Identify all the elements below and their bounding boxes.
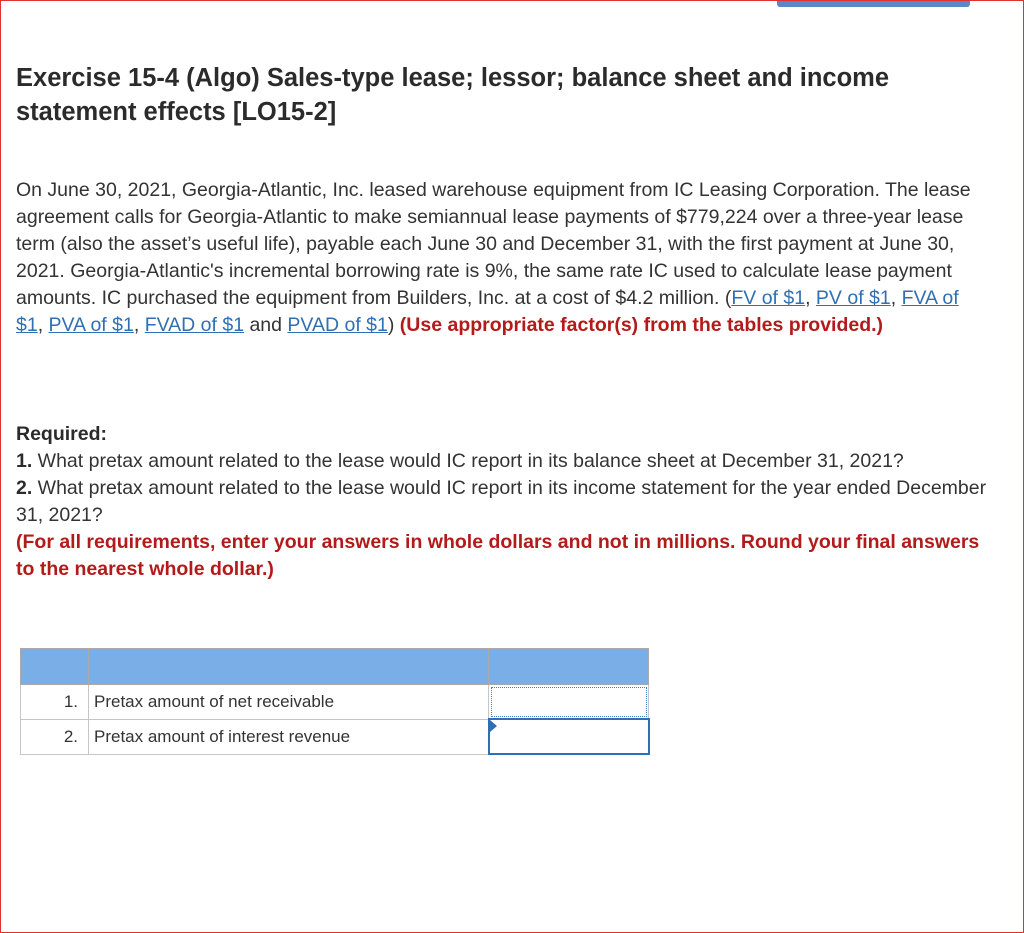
required-heading: Required: xyxy=(16,423,108,445)
requirement-text: What pretax amount related to the lease would IC report in its balance sheet at December 31, 2021? xyxy=(32,450,904,472)
header-cell xyxy=(489,649,649,685)
pvad-table-link[interactable]: PVAD of $1 xyxy=(287,314,388,336)
problem-description xyxy=(16,177,991,339)
requirement-number: 2. xyxy=(16,477,33,499)
cell-marker-icon xyxy=(490,720,497,732)
pva-table-link[interactable]: PVA of $1 xyxy=(48,314,134,336)
answer-cell[interactable] xyxy=(489,719,649,754)
net-receivable-input[interactable] xyxy=(489,685,648,718)
header-cell xyxy=(89,649,489,685)
requirement-text: What pretax amount related to the lease would IC report in its income statement for the year ended December 31, 2021? xyxy=(16,477,987,526)
fvad-table-link[interactable]: FVAD of $1 xyxy=(144,314,245,336)
table-row xyxy=(21,685,649,720)
separator: , xyxy=(805,287,816,309)
interest-revenue-input[interactable] xyxy=(490,720,648,753)
separator: , xyxy=(890,287,902,309)
answer-table xyxy=(20,648,650,755)
table-row xyxy=(21,719,649,754)
top-tab-indicator xyxy=(777,1,970,7)
exercise-title: Exercise 15-4 (Algo) Sales-type lease; lessor; balance sheet and income statement effects [LO15-2] xyxy=(16,64,890,126)
row-number: 2. xyxy=(21,719,89,754)
fv-table-link[interactable]: FV of $1 xyxy=(731,287,806,309)
factor-instruction: (Use appropriate factor(s) from the tables provided.) xyxy=(399,314,884,336)
row-label: Pretax amount of interest revenue xyxy=(89,719,489,754)
answer-cell[interactable] xyxy=(489,685,649,720)
requirement-2 xyxy=(16,475,991,529)
row-label: Pretax amount of net receivable xyxy=(89,685,489,720)
rounding-instruction: (For all requirements, enter your answers in whole dollars and not in millions. Round your final answers to the nearest whole dollar.) xyxy=(16,531,980,580)
required-section xyxy=(16,421,991,583)
separator: and xyxy=(244,314,288,336)
fva-table-link[interactable]: FVA of $1 xyxy=(16,287,959,336)
header-cell xyxy=(21,649,89,685)
separator: , xyxy=(37,314,49,336)
separator: , xyxy=(133,314,145,336)
requirement-number: 1. xyxy=(16,450,33,472)
requirement-1 xyxy=(16,448,991,475)
problem-text: On June 30, 2021, Georgia-Atlantic, Inc. leased warehouse equipment from IC Leasing Corporation. The lease agreement calls for Georgia-Atlantic to make semiannual lease payments of $779,224 over a three-year lease term (also the asset’s useful life), payable each June 30 and December 31, with the first payment at June 30, 2021. Georgia-Atlantic's incremental borrowing rate is 9%, the same rate IC used to calculate lease payment amounts. IC purchased the equipment from Builders, Inc. at a cost of $4.2 million. ( xyxy=(16,179,971,309)
row-number: 1. xyxy=(21,685,89,720)
separator: ) xyxy=(387,314,400,336)
table-header-row xyxy=(21,649,649,685)
pv-table-link[interactable]: PV of $1 xyxy=(815,287,891,309)
